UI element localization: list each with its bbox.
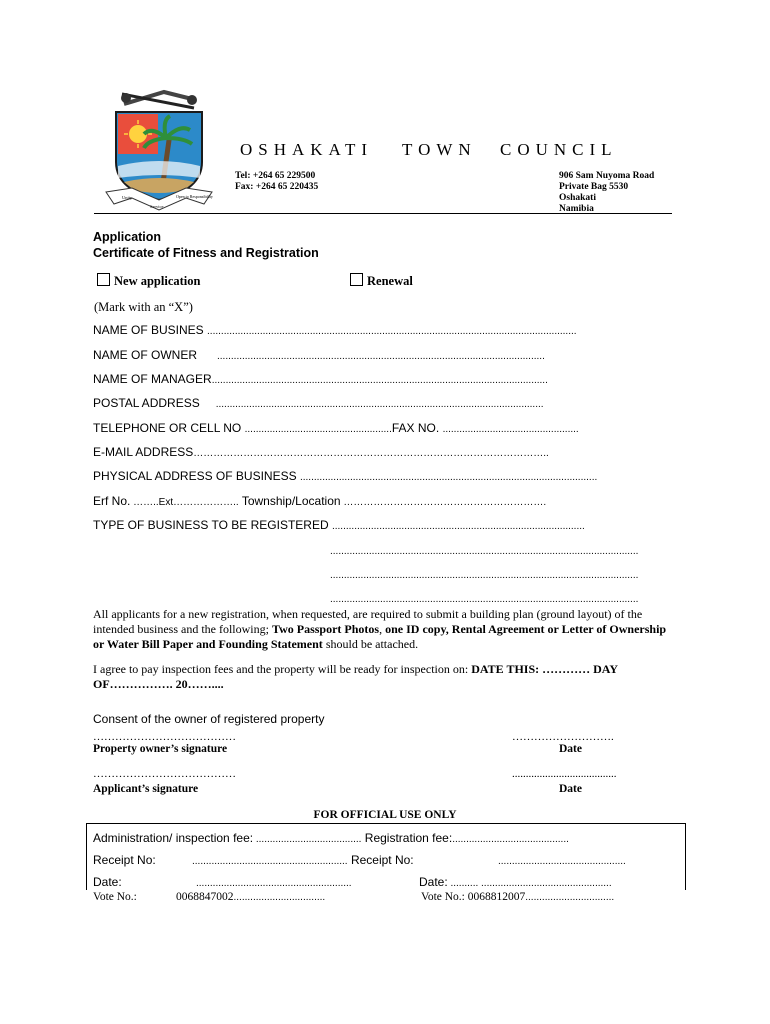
admin-fee-label: Administration/ inspection fee: (93, 831, 254, 845)
telephone-line[interactable]: ..................................................... (244, 424, 392, 435)
business-type-extra-line-3[interactable] (330, 591, 638, 605)
address-line-1: 906 Sam Nuyoma Road (559, 171, 655, 181)
business-type-extra-line-2[interactable] (330, 567, 638, 581)
council-name-word-2: TOWN (402, 140, 477, 159)
business-type-field[interactable] (93, 518, 585, 532)
vote-1-label: Vote No.: (93, 891, 137, 903)
notice-bold-2: one ID copy, Rental Agreement or Letter of Ownership or Water Bill Paper and Founding Statement (93, 622, 667, 651)
date-field-2[interactable] (419, 875, 612, 889)
address-line-4: Namibia (559, 204, 594, 214)
extra-line-3-dots[interactable]: ............................................................................................................... (330, 594, 639, 605)
contact-phone-fax (235, 171, 318, 193)
extra-line-1-dots[interactable]: ............................................................................................................... (330, 546, 639, 557)
date-2-dots[interactable]: .......... ............................................... (447, 878, 612, 889)
agreement-text: I agree to pay inspection fees and the property will be ready for inspection on: (93, 662, 472, 676)
vote-2-number: 0068812007 (467, 891, 526, 903)
applicant-date-line[interactable]: ...................................... (512, 768, 617, 780)
admin-fee-line[interactable]: ...................................... (253, 834, 362, 845)
owner-name-line[interactable]: ...................................................................................................................... (217, 351, 545, 362)
notice-text-2: , (379, 622, 386, 636)
telephone-fax-field[interactable] (93, 421, 579, 435)
applicant-signature-label: Applicant’s signature (93, 783, 199, 795)
notice-text-1: All applicants for a new registration, when requested, are required to submit a building plan (ground layout) of the intended business and the following; (93, 607, 643, 636)
business-type-line[interactable]: ........................................................................................... (331, 521, 585, 532)
vote-1-number: 0068847002 (176, 891, 234, 903)
physical-address-field[interactable] (93, 469, 597, 483)
postal-address-label: POSTAL ADDRESS (93, 396, 200, 410)
vote-2-dots[interactable]: ................................ (525, 892, 615, 903)
owner-signature-line[interactable]: ………………………………… (93, 731, 236, 743)
business-name-line[interactable]: ..................................................................................................................................... (207, 326, 577, 337)
new-application-label: New application (114, 274, 201, 288)
business-type-extra-line-1[interactable] (330, 543, 638, 557)
owner-name-field[interactable] (93, 348, 545, 362)
vote-1-dots[interactable]: ................................. (233, 892, 326, 903)
fax-label: FAX NO. (391, 421, 440, 435)
logo-motto-left: Unity (122, 195, 133, 200)
owner-signature-label: Property owner’s signature (93, 743, 228, 755)
registration-fee-label: Registration fee: (364, 831, 453, 845)
address-line-3: Oshakati (559, 193, 596, 203)
vote-no-1-value (176, 891, 325, 903)
registration-fee-line[interactable]: .......................................... (452, 834, 569, 845)
consent-title: Consent of the owner of registered property (93, 712, 325, 726)
council-coat-of-arms-logo (104, 82, 214, 214)
township-line[interactable]: ……………………………………………………. (340, 497, 547, 508)
telephone-number: Tel: +264 65 229500 (235, 171, 316, 181)
postal-address-field[interactable] (93, 396, 544, 410)
receipt-1-dots[interactable]: ........................................................ (192, 856, 348, 867)
business-name-field[interactable] (93, 323, 577, 337)
receipt-no-line-2[interactable] (498, 853, 626, 867)
council-name-word-1: OSHAKATI (240, 140, 373, 159)
postal-address-line[interactable]: ...................................................................................................................... (215, 399, 544, 410)
telephone-label: TELEPHONE OR CELL NO (93, 421, 242, 435)
admin-fee-field[interactable] (93, 831, 569, 845)
manager-name-field[interactable] (93, 372, 548, 386)
email-line[interactable]: …………………………………………………………………………………………….. (193, 448, 549, 459)
date-line-1[interactable] (196, 875, 352, 889)
applicant-signature-line[interactable]: ………………………………… (93, 768, 236, 780)
vote-no-2 (421, 891, 614, 903)
mark-instruction: (Mark with an “X”) (94, 300, 193, 314)
new-application-option[interactable] (97, 273, 200, 289)
manager-name-line[interactable]: ......................................................................................................................... (211, 375, 548, 386)
erf-label: Erf No. (93, 494, 131, 508)
renewal-label: Renewal (367, 274, 413, 288)
business-name-label: NAME OF BUSINES (93, 323, 204, 337)
applicant-date-label: Date (559, 783, 582, 795)
renewal-option[interactable] (350, 273, 413, 289)
form-heading (93, 229, 319, 261)
email-field[interactable] (93, 445, 549, 459)
owner-date-label: Date (559, 743, 582, 755)
physical-address-line[interactable]: ........................................................................................................... (299, 472, 598, 483)
form-heading-application: Application (93, 230, 162, 244)
notice-text-3: should be attached. (322, 637, 419, 651)
manager-name-label: NAME OF MANAGER (93, 372, 212, 386)
logo-motto-right: Open to Responsibility (176, 194, 213, 199)
vote-2-label: Vote No.: (421, 891, 468, 903)
renewal-checkbox[interactable] (350, 273, 363, 286)
header-divider (94, 213, 672, 214)
owner-name-label: NAME OF OWNER (93, 348, 197, 362)
date-2-label: Date: (419, 875, 448, 889)
new-application-checkbox[interactable] (97, 273, 110, 286)
official-use-title: FOR OFFICIAL USE ONLY (313, 809, 457, 821)
erf-ext-line[interactable]: ……..Ext……………….. (130, 497, 239, 508)
receipt-2-label: Receipt No: (350, 853, 414, 867)
form-heading-certificate: Certificate of Fitness and Registration (93, 246, 319, 260)
owner-date-line[interactable]: ………………………. (512, 731, 614, 743)
date-1-dots[interactable]: ........................................................ (196, 878, 352, 889)
receipt-no-field-1[interactable] (93, 853, 156, 867)
extra-line-2-dots[interactable]: ............................................................................................................... (330, 570, 639, 581)
business-type-label: TYPE OF BUSINESS TO BE REGISTERED (93, 518, 329, 532)
inspection-agreement (93, 662, 678, 692)
receipt-2-dots[interactable]: .............................................. (498, 856, 626, 867)
email-label: E-MAIL ADDRESS (93, 445, 194, 459)
date-1-label: Date: (93, 875, 122, 889)
township-label: Township/Location (241, 494, 341, 508)
date-field-1[interactable] (93, 875, 122, 889)
agreement-date-line: DATE THIS: ………… DAY OF……………. 20…….... (93, 662, 618, 691)
address-line-2: Private Bag 5530 (559, 182, 629, 192)
receipt-no-line-1[interactable] (192, 853, 414, 867)
postal-address-block (559, 171, 654, 215)
notice-bold-1: Two Passport Photos (271, 622, 380, 636)
council-name-word-3: COUNCIL (500, 140, 618, 159)
requirements-notice (93, 607, 678, 652)
fax-number: Fax: +264 65 220435 (235, 182, 319, 192)
receipt-1-label: Receipt No: (93, 853, 156, 867)
erf-township-field[interactable] (93, 494, 546, 508)
logo-motto-center: Service (150, 204, 164, 209)
fax-line[interactable]: ................................................. (442, 424, 579, 435)
vote-no-1 (93, 891, 137, 903)
physical-address-label: PHYSICAL ADDRESS OF BUSINESS (93, 469, 297, 483)
